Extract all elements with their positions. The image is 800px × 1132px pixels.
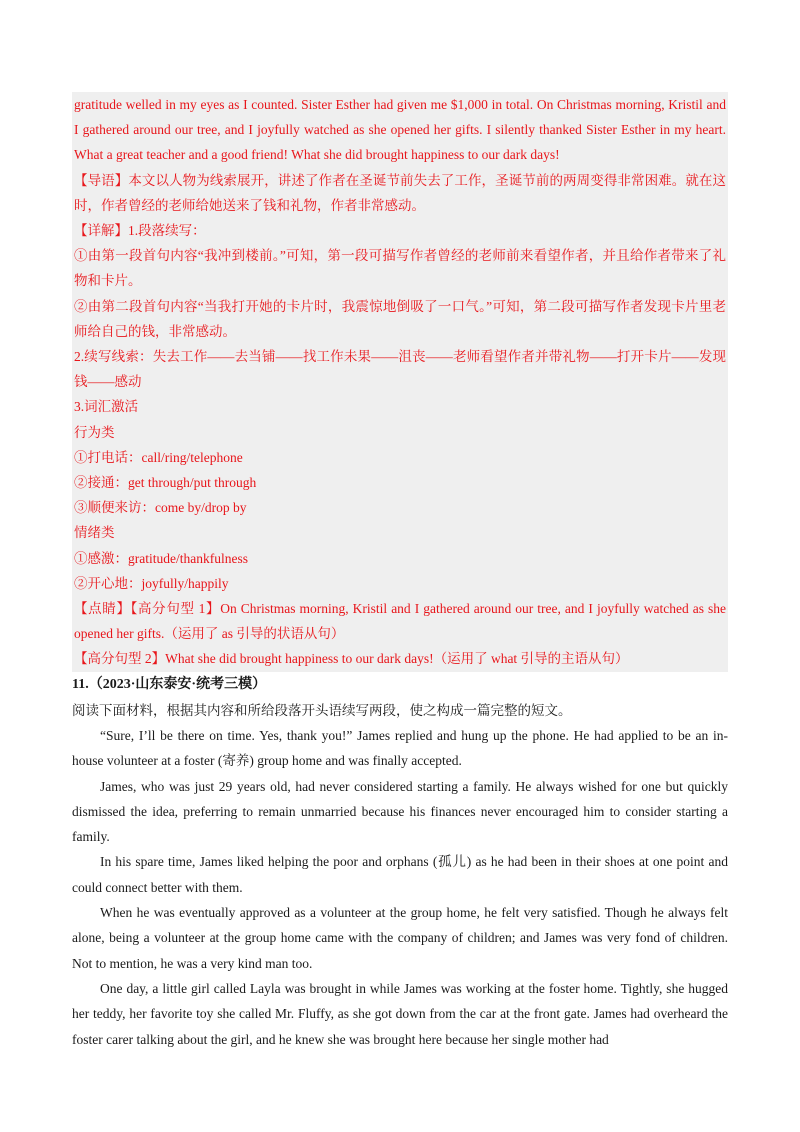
highlight-sentence-1: 【点睛】【高分句型 1】On Christmas morning, Kristil and I gathered around our tree, and I joyfully watched as she opened her gifts.（运用了 as 引导的状语从句） bbox=[74, 601, 726, 642]
clue-text: 2.续写线索：失去工作——去当铺——找工作未果——沮丧——老师看望作者并带礼物——打开卡片——发现钱——感动 bbox=[74, 349, 726, 390]
detail-point-1: ①由第一段首句内容“我冲到楼前。”可知，第一段可描写作者曾经的老师前来看望作者，并且给作者带来了礼物和卡片。 bbox=[74, 248, 726, 289]
vocab-item: ①感激：gratitude/thankfulness bbox=[74, 550, 248, 566]
vocab-item: ①打电话：call/ring/telephone bbox=[74, 449, 243, 465]
story-paragraph: “Sure, I’ll be there on time. Yes, thank you!” James replied and hung up the phone. He had applied to be an in-house volunteer at a foster (寄养) group home and was finally accepted. bbox=[72, 727, 728, 769]
detail-heading: 【详解】1.段落续写： bbox=[74, 223, 206, 239]
answer-section bbox=[72, 92, 728, 672]
document-page bbox=[72, 92, 728, 1052]
story-paragraph: One day, a little girl called Layla was brought in while James was working at the foster home. Tightly, she hugged her teddy, her favorite toy she called Mr. Fluffy, as she got down from the car at the front gate. James had overheard the foster carer talking about the girl, and he knew she was brought here because her single mother had bbox=[72, 980, 728, 1047]
vocab-category-emotion: 情绪类 bbox=[74, 525, 115, 541]
question-instruction: 阅读下面材料，根据其内容和所给段落开头语续写两段，使之构成一篇完整的短文。 bbox=[72, 702, 572, 718]
story-paragraph: James, who was just 29 years old, had never considered starting a family. He always wished for one but quickly dismissed the idea, preferring to remain unmarried because his finances never encouraged him to consider starting a family. bbox=[72, 778, 728, 845]
vocab-category-behavior: 行为类 bbox=[74, 424, 115, 440]
guide-text: 【导语】本文以人物为线索展开，讲述了作者在圣诞节前失去了工作，圣诞节前的两周变得非常困难。就在这时，作者曾经的老师给她送来了钱和礼物，作者非常感动。 bbox=[74, 172, 726, 213]
essay-ending-text: gratitude welled in my eyes as I counted. Sister Esther had given me $1,000 in total. On Christmas morning, Kristil and I gathered around our tree, and I joyfully watched as she opened her gifts. I silently thanked Sister Esther in my heart. What a great teacher and a good friend! What she did brought happiness to our dark days! bbox=[74, 97, 726, 163]
vocab-item: ②开心地：joyfully/happily bbox=[74, 575, 229, 591]
question-title: 11.（2023·山东泰安·统考三模） bbox=[72, 676, 267, 692]
vocab-heading: 3.词汇激活 bbox=[74, 399, 139, 415]
vocab-item: ③顺便来访：come by/drop by bbox=[74, 500, 247, 516]
story-paragraph: When he was eventually approved as a volunteer at the group home, he felt very satisfied. Though he always felt alone, being a volunteer at the group home came with the company of children; and James was very fond of children. Not to mention, he was a very kind man too. bbox=[72, 905, 728, 971]
detail-point-2: ②由第二段首句内容“当我打开她的卡片时，我震惊地倒吸了一口气。”可知，第二段可描写作者发现卡片里老师给自己的钱，非常感动。 bbox=[74, 298, 726, 339]
vocab-item: ②接通：get through/put through bbox=[74, 475, 257, 491]
story-paragraph: In his spare time, James liked helping the poor and orphans (孤儿) as he had been in their shoes at one point and could connect better with them. bbox=[72, 854, 728, 895]
highlight-sentence-2: 【高分句型 2】What she did brought happiness to our dark days!（运用了 what 引导的主语从句） bbox=[74, 651, 629, 667]
